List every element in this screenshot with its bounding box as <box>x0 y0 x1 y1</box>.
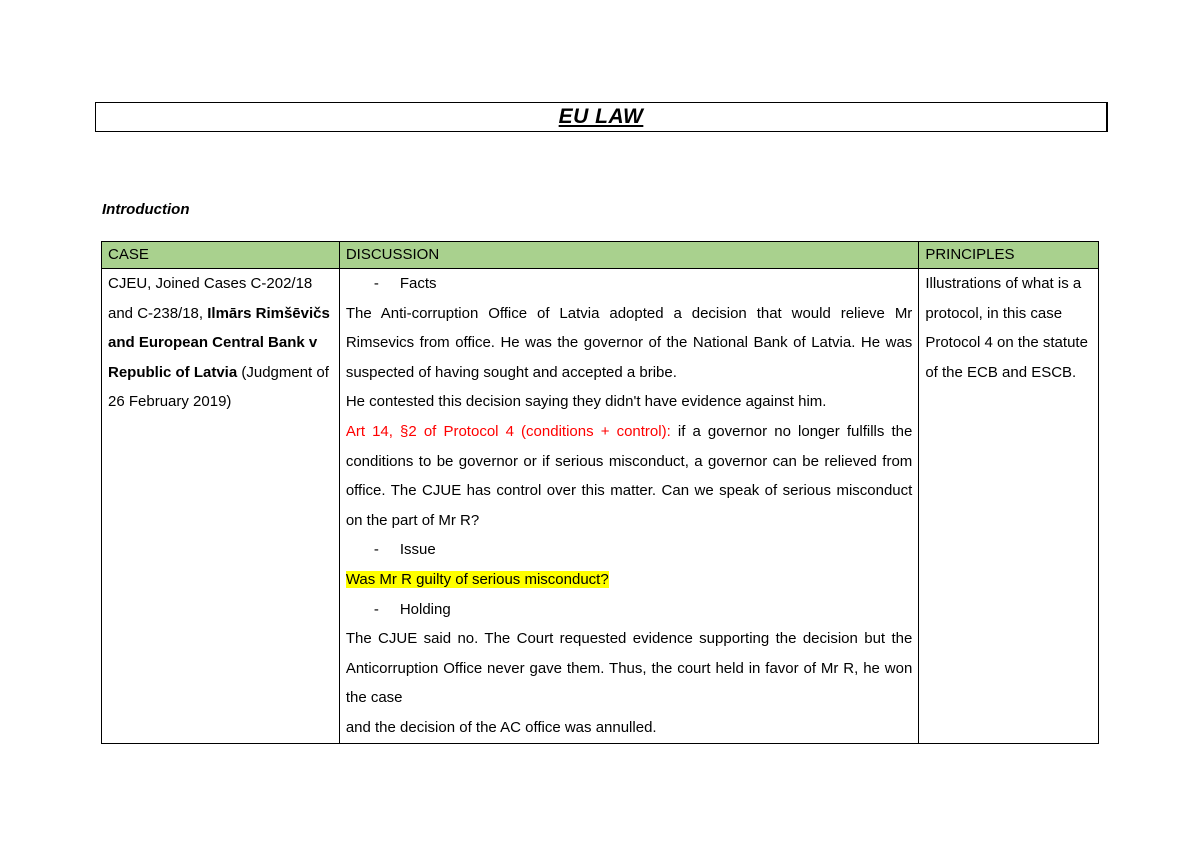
rule-reference: Art 14, §2 of Protocol 4 (conditions + control): <box>345 422 671 440</box>
case-citation: CJEU, Joined Cases C-202/18 and C-238/18, <box>108 275 313 322</box>
discussion-cell <box>339 269 919 744</box>
issue-text: Was Mr R guilty of serious misconduct? <box>345 570 609 588</box>
document-title: EU LAW <box>558 105 644 128</box>
rule-text: if a governor no longer fulfills the conditions to be governor or if serious misconduct, a governor can be relieved from office. The CJUE has control over this matter. Can we speak of serious misconduct on the part of Mr R? <box>345 422 913 529</box>
holding-text-2: and the decision of the AC office was annulled. <box>345 718 657 736</box>
case-parties: Ilmārs Rimšēvičs and European Central Bank v Republic of Latvia <box>108 304 330 381</box>
facts-text: The Anti-corruption Office of Latvia adopted a decision that would relieve Mr Rimsevics from office. He was the governor of the National Bank of Latvia. He was suspected of having sought and accepted a bribe. <box>345 304 913 381</box>
rule-paragraph <box>346 417 913 535</box>
holding-heading: - Holding <box>373 600 451 618</box>
case-judgment-date: (Judgment of 26 February 2019) <box>108 363 329 411</box>
issue-text-line <box>346 565 913 595</box>
section-heading: Introduction <box>102 201 190 218</box>
table-header-row <box>102 242 1099 269</box>
case-cell <box>102 269 340 744</box>
header-principles: PRINCIPLES <box>919 242 1099 269</box>
header-case: CASE <box>102 242 340 269</box>
case-table <box>101 241 1099 744</box>
facts-heading: - Facts <box>373 275 437 292</box>
holding-text: The CJUE said no. The Court requested evidence supporting the decision but the Anticorruption Office never gave them. Thus, the court held in favor of Mr R, he won the case <box>345 630 913 707</box>
issue-heading: - Issue <box>373 541 436 559</box>
header-discussion: DISCUSSION <box>339 242 919 269</box>
table-row <box>102 269 1099 744</box>
principles-cell: Illustrations of what is a protocol, in this case Protocol 4 on the statute of the ECB and ESCB. <box>919 269 1099 744</box>
facts-text-2: He contested this decision saying they didn't have evidence against him. <box>345 393 827 411</box>
title-box <box>95 102 1108 132</box>
